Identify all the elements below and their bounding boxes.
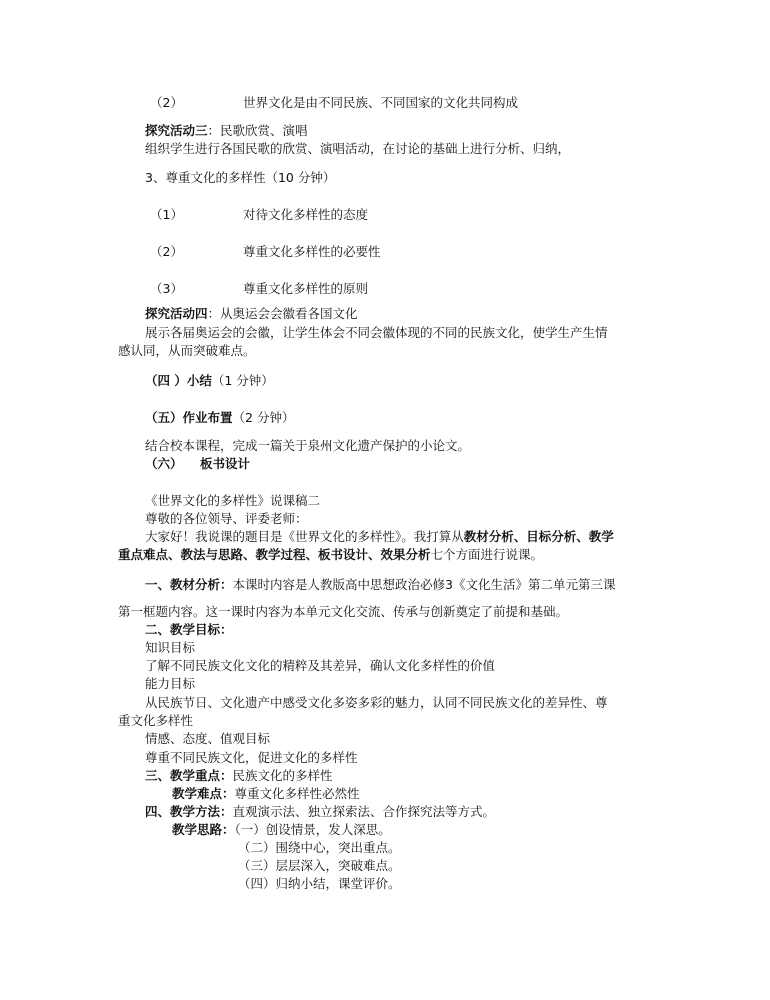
section-3-heading: 3、尊重文化的多样性（10 分钟） <box>145 170 336 185</box>
activity-text: ：民歌欣赏、演唱 <box>207 123 308 138</box>
doc2-section-3 <box>145 768 333 784</box>
section-label: 三、教学重点： <box>145 768 233 783</box>
ability-goal-label: 能力目标 <box>145 676 196 691</box>
emotion-goal-text: 尊重不同民族文化，促进文化的多样性 <box>145 750 358 765</box>
intro-text: 大家好！我说课的题目是《世界文化的多样性》。我打算从 <box>145 529 464 544</box>
activity-4-desc-line2: 感认同，从而突破难点。 <box>118 343 256 358</box>
doc2-intro-line2 <box>118 547 543 563</box>
section3-item-2 <box>150 244 381 260</box>
activity-3-title <box>145 123 308 139</box>
thinking-item-2: （二）围绕中心，突出重点。 <box>238 840 401 855</box>
ability-goal-text-line1: 从民族节日、文化遗产中感受文化多姿多彩的魅力，认同不同民族文化的差异性、尊 <box>145 695 608 710</box>
activity-label: 探究活动四 <box>145 306 208 321</box>
section-text: 本课时内容是人教版高中思想政治必修3《文化生活》第二单元第三课 <box>232 577 616 592</box>
doc2-section-1 <box>145 577 615 593</box>
activity-label: 探究活动三 <box>145 123 208 138</box>
doc2-title: 《世界文化的多样性》说课稿二 <box>145 493 321 508</box>
section3-item-3 <box>150 281 368 297</box>
section-text: 民族文化的多样性 <box>232 768 333 783</box>
section3-item-1 <box>150 207 368 223</box>
summary-heading <box>145 373 274 389</box>
homework-label: （五）作业布置 <box>145 410 233 425</box>
doc2-greeting: 尊敬的各位领导、评委老师： <box>145 511 308 526</box>
doc2-section-4 <box>145 804 495 820</box>
thinking-line-1 <box>172 822 391 838</box>
item-text: 尊重文化多样性的原则 <box>243 281 369 296</box>
emotion-goal-label: 情感、态度、值观目标 <box>145 731 271 746</box>
board-label: （六） <box>145 456 183 471</box>
doc2-section-1-cont: 第一框题内容。这一课时内容为本单元文化交流、传承与创新奠定了前提和基础。 <box>118 604 569 619</box>
summary-time: （1 分钟） <box>211 373 274 388</box>
section-label: 四、教学方法： <box>145 804 233 819</box>
knowledge-goal-text: 了解不同民族文化文化的精粹及其差异，确认文化多样性的价值 <box>145 658 496 673</box>
item-text: 世界文化是由不同民族、不同国家的文化共同构成 <box>243 95 519 110</box>
thinking-item: （一）创设情景，发人深思。 <box>234 822 391 837</box>
homework-heading <box>145 410 294 426</box>
item-text: 尊重文化多样性的必要性 <box>243 244 381 259</box>
item-number: （2） <box>150 244 183 259</box>
activity-4-desc-line1: 展示各届奥运会的会徽，让学生体会不同会徽体现的不同的民族文化，使学生产生情 <box>145 325 608 340</box>
section-label: 一、教材分析： <box>145 577 233 592</box>
thinking-item-4: （四）归纳小结，课堂评价。 <box>238 876 401 891</box>
board-title: 板书设计 <box>200 456 251 471</box>
activity-3-desc: 组织学生进行各国民歌的欣赏、演唱活动，在讨论的基础上进行分析、归纳， <box>145 141 571 156</box>
doc2-intro-line1 <box>145 529 614 545</box>
doc2-section-2: 二、教学目标： <box>145 622 233 637</box>
activity-4-title <box>145 306 358 322</box>
item-number: （3） <box>150 281 183 296</box>
homework-desc: 结合校本课程，完成一篇关于泉州文化遗产保护的小论文。 <box>145 438 471 453</box>
difficulty-label: 教学难点： <box>172 786 235 801</box>
intro-text: 七个方面进行说课。 <box>430 547 544 562</box>
section2-item-2 <box>150 95 518 111</box>
difficulty-text: 尊重文化多样性必然性 <box>234 786 360 801</box>
homework-time: （2 分钟） <box>232 410 295 425</box>
item-number: （1） <box>150 207 183 222</box>
ability-goal-text-line2: 重文化多样性 <box>118 713 194 728</box>
summary-label: （四 ）小结 <box>145 373 212 388</box>
section-text: 直观演示法、独立探索法、合作探究法等方式。 <box>232 804 496 819</box>
intro-bold: 重点难点、教法与思路、教学过程、板书设计、效果分析 <box>118 547 431 562</box>
knowledge-goal-label: 知识目标 <box>145 640 196 655</box>
thinking-item-3: （三）层层深入，突破难点。 <box>238 858 401 873</box>
intro-bold: 教材分析、目标分析、教学 <box>463 529 614 544</box>
item-number: （2） <box>150 95 183 110</box>
thinking-label: 教学思路： <box>172 822 235 837</box>
difficulty <box>172 786 360 802</box>
board-design-heading <box>145 456 250 472</box>
activity-text: ：从奥运会会徽看各国文化 <box>207 306 358 321</box>
item-text: 对待文化多样性的态度 <box>243 207 369 222</box>
